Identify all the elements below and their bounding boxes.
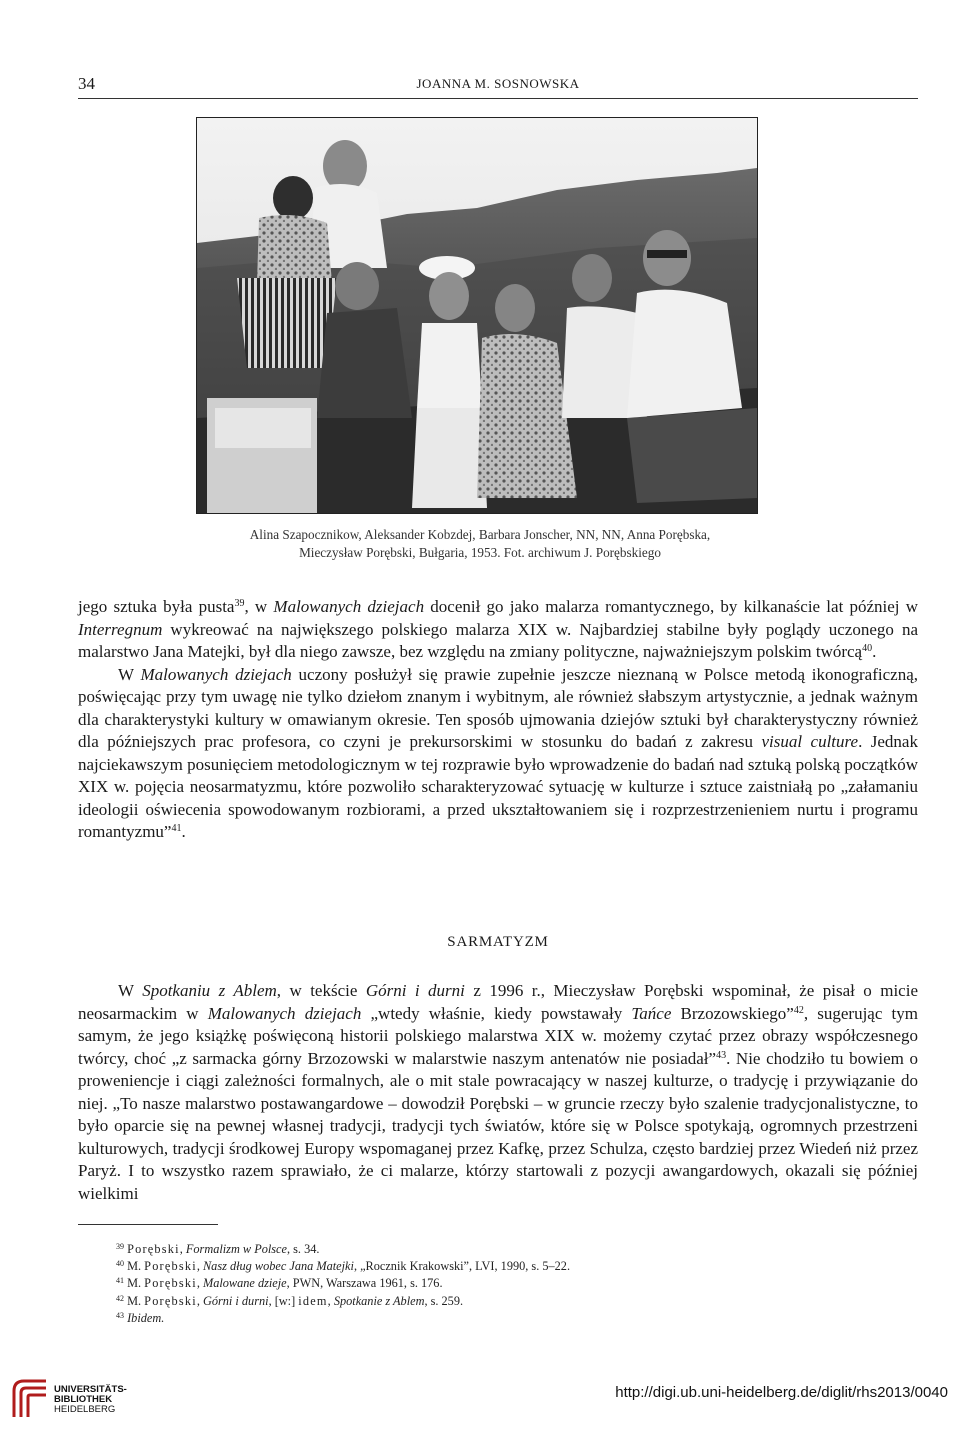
footnote-ref[interactable]: 39 bbox=[234, 598, 245, 609]
book-title: Tańce bbox=[631, 1003, 672, 1023]
footnote-divider bbox=[78, 1224, 218, 1225]
photo-illustration bbox=[197, 118, 757, 513]
running-title: JOANNA M. SOSNOWSKA bbox=[416, 76, 580, 91]
footnote: $^{40}$ M. Porębski, Nasz dług wobec Jana Matejki, „Rocznik Krakowski”, LVI, 1990, s. 5–22. bbox=[116, 1259, 571, 1274]
caption-line: Alina Szapocznikow, Aleksander Kobzdej, Barbara Jonscher, NN, NN, Anna Porębska, bbox=[249, 527, 711, 542]
book-title: Malowanych dziejach bbox=[140, 664, 292, 684]
book-title: Malowanych dziejach bbox=[273, 597, 425, 616]
footnote-ref[interactable]: 42 bbox=[793, 1004, 804, 1016]
paragraph: W Malowanych dziejach uczony posłużył się prawie zupełnie jeszcze nieznaną w Polsce metodą ikonograficzną, poświęcając przy tym uwagę nie tylko dziełom znanym i wybitnym, ale również słabszym artystycznie, a jednak ważnym dla charakterystyki kultury w omawianym okresie. Ten sposób ujmowania dziejów sztuki był charakterystyczny również dla późniejszych prac profesora, co czyni je prekursorskimi w stosunku do badań z zakresu visual culture. Jednak najciekawszym posunięciem metodologicznym w tej rozprawie było wprowadzenie do badań nad sztuką polską początków XIX w. pojęcia neosarmatyzmu, które pozwoliło scharakteryzować sytuację w kulturze i sztuce zaistniałą po „załamaniu ideologii oświecenia spowodowanym rozbiorami, a przed ukształtowaniem się i rozprzestrzenieniem nurtu i programu romantyzmu”$^{41}$. bbox=[78, 664, 919, 841]
photo-caption bbox=[160, 526, 800, 562]
term: visual culture bbox=[761, 732, 859, 751]
source-url-link[interactable]: http://digi.ub.uni-heidelberg.de/diglit/rhs2013/0040 bbox=[615, 1384, 948, 1401]
book-title: Spotkaniu z Ablem bbox=[142, 981, 277, 1000]
group-photograph bbox=[196, 117, 758, 514]
library-name: UNIVERSITÄTS- BIBLIOTHEK HEIDELBERG bbox=[54, 1384, 127, 1415]
section-heading: SARMATYZM bbox=[447, 934, 549, 950]
body-text-block-1 bbox=[78, 596, 918, 844]
library-logo[interactable] bbox=[10, 1373, 170, 1433]
page-number: 34 bbox=[78, 74, 95, 93]
footnote-ref[interactable]: 41 bbox=[171, 823, 182, 834]
paragraph: W Spotkaniu z Ablem, w tekście Górni i durni z 1996 r., Mieczysław Porębski wspominał, że pisał o micie neosarmackim w Malowanych dziejach „wtedy właśnie, kiedy powstawały Tańce Brzozowskiego”$^{42}$, sugerując tym samym, że jego książkę poświęconą historii polskiego malarstwa XIX w. możemy czytać przez obrazy współczesnego twórcy, choć „z sarmacka górny Brzozowski w malarstwie naszym antenatów nie posiadał”$^{43}$. Nie chodziło tu bowiem o proweniencje i ciągi zależności formalnych, ale o mit stale powracający w naszej kulturze, o tradycję i przywiązanie do niej. „To nasze malarstwo postawangardowe – dowodził Porębski – w gruncie rzeczy było szalenie tradycjonalistyczne, to było oparcie się na pewnej własnej tradycji, tradycji tych światów, które się w Polsce spotykają, ogromnych przestrzeni kulturowych, tradycji środkowej Europy wspomaganej przez Kafkę, przez Schulza, często bardziej przez Wiedeń niż przez Paryż. I to wszystko razem sprawiało, że ci malarze, którzy startowali z pozycji awangardowych, okazali się później wielkimi bbox=[78, 981, 919, 1203]
footnote-ref[interactable]: 43 bbox=[716, 1049, 727, 1061]
body-text-block-2 bbox=[78, 980, 918, 1205]
footnote: $^{43}$ Ibidem. bbox=[116, 1310, 165, 1325]
book-title: Interregnum bbox=[78, 619, 163, 639]
book-title: Malowanych dziejach bbox=[207, 1003, 362, 1023]
caption-line: Mieczysław Porębski, Bułgaria, 1953. Fot. archiwum J. Porębskiego bbox=[299, 545, 661, 560]
footnote: $^{42}$ M. Porębski, Górni i durni, [w:] idem, Spotkanie z Ablem, s. 259. bbox=[116, 1293, 464, 1308]
footnotes bbox=[116, 1241, 896, 1327]
paragraph: jego sztuka była pusta$^{39}$, w Malowanych dziejach docenił go jako malarza romantycznego, by kilkanaście lat później w Interregnum wykreować na największego polskiego malarza XIX w. Najbardziej stabilne były poglądy uczonego na malarstwo Jana Matejki, był dla niego zawsze, bez względu na zmiany polityczne, najważniejszym polskim twórcą$^{40}$. bbox=[78, 597, 919, 661]
footnote-ref[interactable]: 40 bbox=[862, 643, 873, 654]
footnote: $^{41}$ M. Porębski, Malowane dzieje, PWN, Warszawa 1961, s. 176. bbox=[116, 1276, 443, 1291]
footnote: $^{39}$ Porębski, Formalizm w Polsce, s. 34. bbox=[116, 1242, 320, 1256]
running-head bbox=[78, 72, 918, 99]
library-logo-icon bbox=[10, 1377, 50, 1421]
book-title: Górni i durni bbox=[365, 981, 465, 1000]
